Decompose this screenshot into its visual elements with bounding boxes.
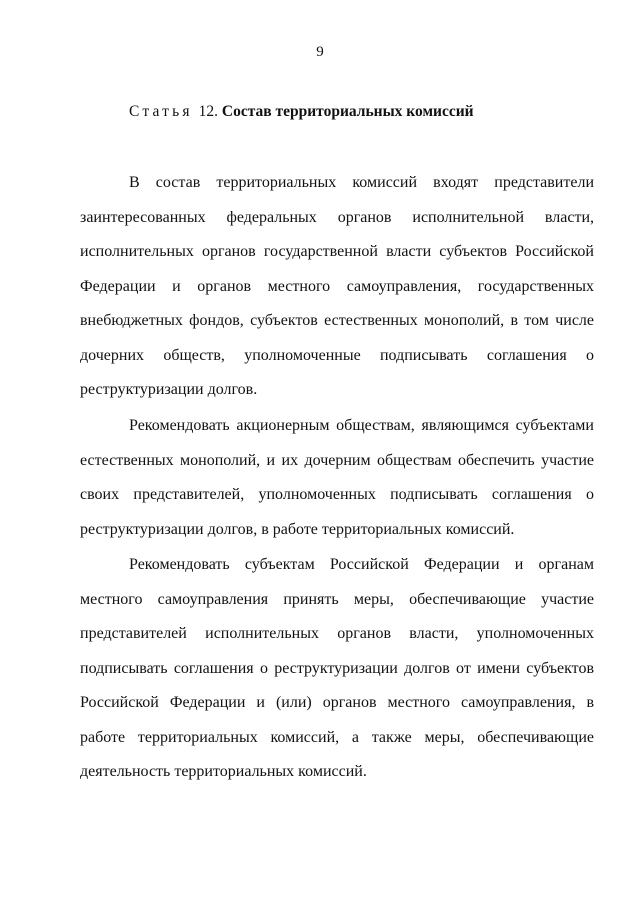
article-label: Статья xyxy=(129,103,193,120)
article-number: 12. xyxy=(198,103,218,120)
paragraph-composition: В состав территориальных комиссий входят представители заинтересованных федеральных органов исполнительной власти, исполнительных органов государственной власти субъектов Российской Федерации и органов местного самоуправления, государственных внебюджетных фондов, субъектов естественных монополий, в том числе дочерних обществ, уполномоченные подписывать соглашения о реструктуризации долгов. xyxy=(80,174,594,398)
paragraph-joint-stock-recommendation: Рекомендовать акционерным обществам, являющимся субъектами естественных монополий, и их дочерним обществам обеспечить участие своих представителей, уполномоченных подписывать соглашения о реструктуризации долгов, в работе территориальных комиссий. xyxy=(80,417,594,538)
page-number: 9 xyxy=(316,44,324,60)
article-title: Состав территориальных комиссий xyxy=(221,103,474,120)
paragraph-regions-recommendation: Рекомендовать субъектам Российской Федерации и органам местного самоуправления принять меры, обеспечивающие участие представителей исполнительных органов власти, уполномоченных подписывать соглашения о реструктуризации долгов от имени субъектов Российской Федерации и (или) органов местного самоуправления, в работе территориальных комиссий, а также меры, обеспечивающие деятельность территориальных комиссий. xyxy=(80,556,594,780)
article-heading xyxy=(129,103,474,121)
